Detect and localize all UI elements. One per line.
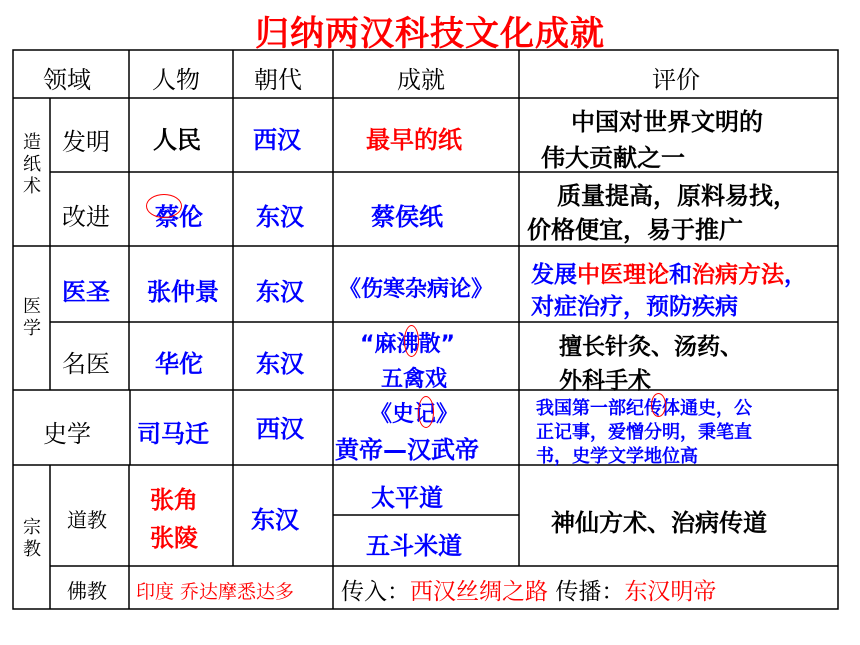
row-label-buddhism: 佛教	[67, 579, 107, 603]
header-achievement: 成就	[397, 66, 445, 94]
evaluation-taoism: 神仙方术、治病传道	[551, 509, 767, 537]
achievement-taoism-2: 五斗米道	[366, 532, 462, 560]
evaluation-famous-line2: 外科手术	[559, 368, 651, 394]
row-label-invention: 发明	[62, 128, 110, 156]
dynasty-famous: 东汉	[256, 350, 304, 378]
evaluation-history-line3: 书，史学文学地位高	[536, 446, 698, 467]
person-improvement: 蔡伦	[155, 203, 203, 231]
person-famous: 华佗	[155, 350, 203, 378]
evaluation-improvement-line1: 质量提高，原料易找，	[557, 182, 797, 210]
buddhism-spread-info: 传入：西汉丝绸之路 传播：东汉明帝	[341, 579, 717, 605]
category-medicine: 医学	[23, 296, 41, 339]
header-dynasty: 朝代	[254, 66, 302, 94]
achievement-famous-line1: “麻沸散”	[360, 332, 455, 357]
category-papermaking: 造纸术	[23, 132, 41, 197]
achievement-history-line1: 《史记》	[370, 402, 459, 427]
achievement-sage: 《伤寒杂病论》	[339, 277, 494, 302]
row-label-sage: 医圣	[62, 278, 110, 306]
dynasty-improvement: 东汉	[256, 203, 304, 231]
dynasty-invention: 西汉	[253, 126, 301, 154]
evaluation-famous-line1: 擅长针灸、汤药、	[559, 334, 743, 360]
evaluation-sage-line2: 对症治疗，预防疾病	[531, 294, 738, 320]
header-person: 人物	[152, 66, 200, 94]
dynasty-history: 西汉	[256, 415, 304, 443]
header-evaluation: 评价	[652, 66, 700, 94]
person-taoism-2: 张陵	[150, 524, 198, 552]
achievement-famous-line2: 五禽戏	[381, 367, 448, 392]
row-label-history: 史学	[43, 420, 91, 448]
row-label-taoism: 道教	[67, 508, 107, 532]
achievement-taoism-1: 太平道	[371, 484, 443, 512]
row-label-improvement: 改进	[62, 203, 110, 231]
dynasty-taoism: 东汉	[251, 506, 299, 534]
person-sage: 张仲景	[147, 278, 219, 306]
evaluation-improvement-line2: 价格便宜，易于推广	[527, 216, 743, 244]
red-circle-mark	[651, 393, 666, 417]
header-field: 领域	[43, 66, 91, 94]
person-history: 司马迁	[137, 420, 209, 448]
page-title: 归纳两汉科技文化成就	[255, 14, 605, 54]
evaluation-invention-line2: 伟大贡献之一	[541, 144, 685, 172]
red-circle-mark	[146, 194, 182, 218]
evaluation-invention-line1: 中国对世界文明的	[571, 108, 763, 136]
evaluation-history-line2: 正记事，爱憎分明，秉笔直	[536, 422, 752, 443]
achievement-improvement: 蔡侯纸	[371, 203, 443, 231]
person-taoism-1: 张角	[150, 486, 198, 514]
achievement-invention: 最早的纸	[366, 126, 462, 154]
red-circle-mark	[404, 325, 419, 357]
person-buddhism: 印度 乔达摩悉达多	[136, 581, 295, 603]
category-religion: 宗教	[23, 517, 41, 560]
red-circle-mark	[418, 396, 434, 428]
evaluation-history-line1: 我国第一部纪传体通史，公	[536, 398, 752, 419]
row-label-famous: 名医	[62, 350, 110, 378]
person-invention: 人民	[153, 126, 201, 154]
dynasty-sage: 东汉	[256, 278, 304, 306]
evaluation-sage-line1: 发展中医理论和治病方法，	[531, 262, 807, 288]
achievement-history-line2: 黄帝—汉武帝	[335, 436, 479, 464]
